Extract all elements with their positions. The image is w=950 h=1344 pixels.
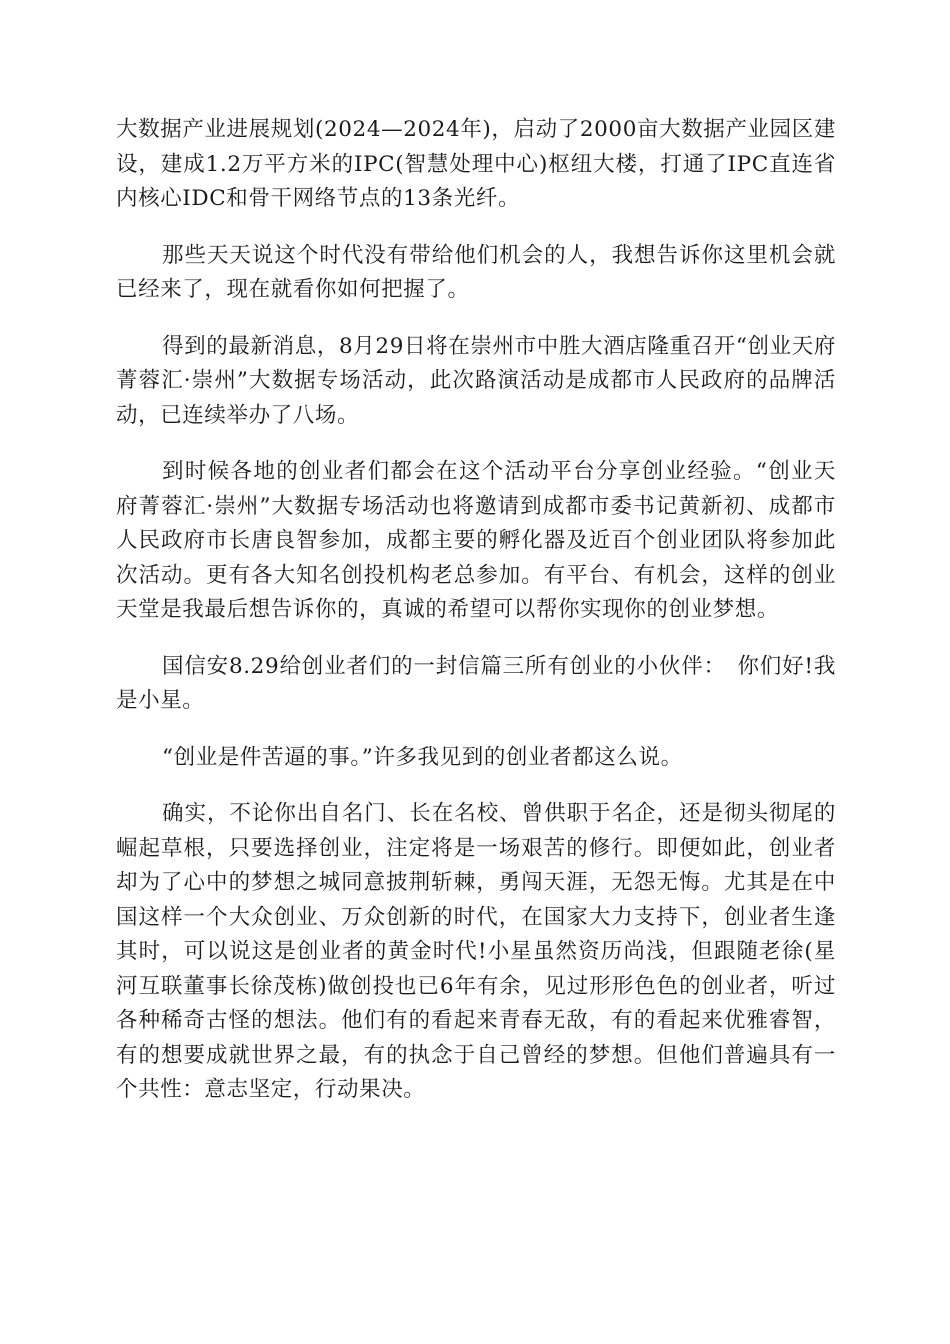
paragraph-5: 国信安8.29给创业者们的一封信篇三所有创业的小伙伴： 你们好!我是小星。 (116, 653, 836, 713)
document-body (116, 113, 836, 1130)
paragraph-2: 那些天天说这个时代没有带给他们机会的人，我想告诉你这里机会就已经来了，现在就看你如何把握了。 (116, 242, 836, 302)
paragraph-3: 得到的最新消息，8月29日将在崇州市中胜大酒店隆重召开“创业天府菁蓉汇·崇州”大数据专场活动，此次路演活动是成都市人民政府的品牌活动，已连续举办了八场。 (116, 333, 836, 428)
paragraph-7: 确实，不论你出自名门、长在名校、曾供职于名企，还是彻头彻尾的崛起草根，只要选择创业，注定将是一场艰苦的修行。即便如此，创业者却为了心中的梦想之城同意披荆斩棘，勇闯天涯，无怨无悔。尤其是在中国这样一个大众创业、万众创新的时代，在国家大力支持下，创业者生逢其时，可以说这是创业者的黄金时代!小星虽然资历尚浅，但跟随老徐(星河互联董事长徐茂栋)做创投也已6年有余，见过形形色色的创业者，听过各种稀奇古怪的想法。他们有的看起来青春无敌，有的看起来优雅睿智，有的想要成就世界之最，有的执念于自己曾经的梦想。但他们普遍具有一个共性：意志坚定，行动果决。 (116, 801, 836, 1102)
paragraph-1: 大数据产业进展规划(2024—2024年)，启动了2000亩大数据产业园区建设，建成1.2万平方米的IPC(智慧处理中心)枢纽大楼，打通了IPC直连省内核心IDC和骨干网络节点的13条光纤。 (116, 117, 836, 211)
paragraph-4: 到时候各地的创业者们都会在这个活动平台分享创业经验。“创业天府菁蓉汇·崇州”大数据专场活动也将邀请到成都市委书记黄新初、成都市人民政府市长唐良智参加，成都主要的孵化器及近百个创业团队将参加此次活动。更有各大知名创投机构老总参加。有平台、有机会，这样的创业天堂是我最后想告诉你的，真诚的希望可以帮你实现你的创业梦想。 (116, 459, 836, 622)
paragraph-6: “创业是件苦逼的事。”许多我见到的创业者都这么说。 (162, 744, 683, 770)
